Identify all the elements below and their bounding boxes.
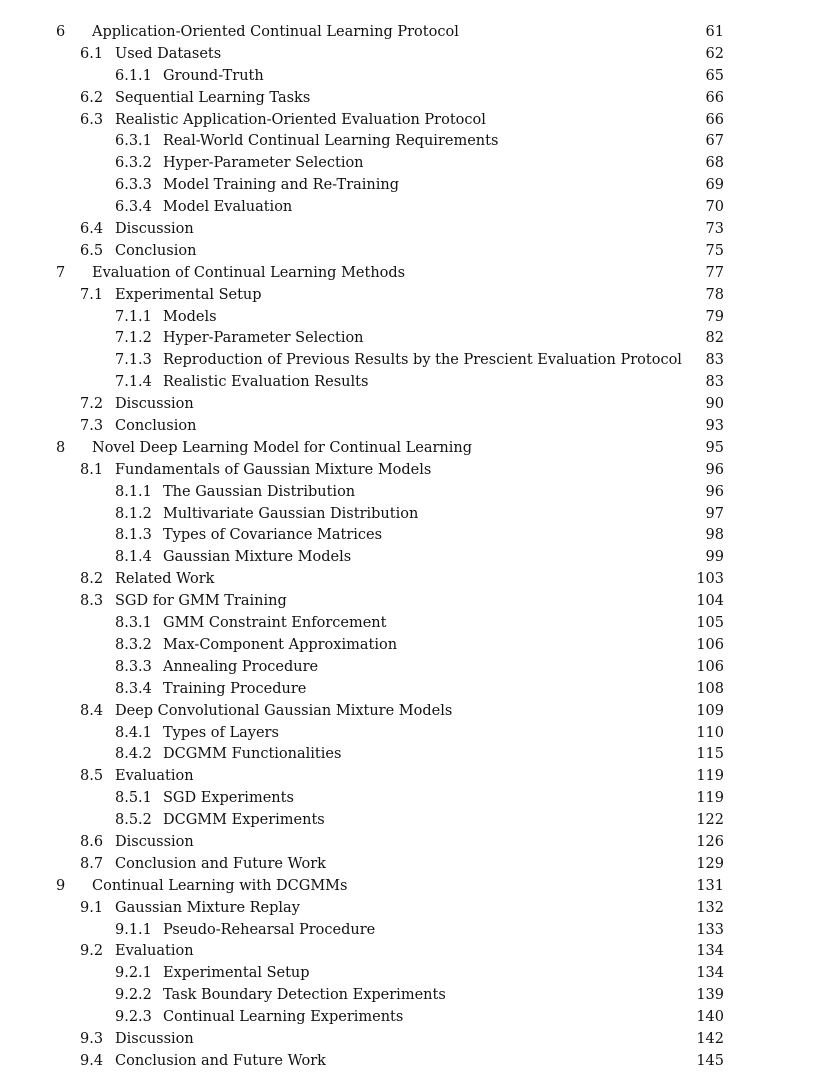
toc-entry-title: Training Procedure <box>163 679 312 701</box>
toc-entry-number: 9.3 <box>80 1029 103 1051</box>
toc-entry-number: 8.2 <box>80 569 103 591</box>
toc-entry-number: 7.1.4 <box>115 372 152 394</box>
toc-entry-title: Conclusion and Future Work <box>115 1051 332 1073</box>
toc-entry-page-number: 68 <box>700 153 724 175</box>
toc-section-entry[interactable] <box>0 766 836 788</box>
toc-subsection-entry[interactable] <box>0 810 836 832</box>
toc-entry-title: Hyper-Parameter Selection <box>163 328 370 350</box>
toc-entry-page-number: 109 <box>690 701 724 723</box>
toc-entry-page-number: 82 <box>700 328 724 350</box>
toc-entry-number: 9 <box>56 876 65 898</box>
toc-entry-page-number: 106 <box>690 635 724 657</box>
toc-entry-number: 8.5.1 <box>115 788 152 810</box>
toc-entry-title: Continual Learning Experiments <box>163 1007 409 1029</box>
toc-entry-number: 8.4.2 <box>115 744 152 766</box>
toc-entry-page-number: 95 <box>700 438 724 460</box>
toc-entry-number: 6.3 <box>80 110 103 132</box>
table-of-contents <box>0 22 836 1073</box>
toc-entry-page-number: 78 <box>700 285 724 307</box>
toc-entry-title: Evaluation <box>115 766 200 788</box>
toc-entry-number: 6.1.1 <box>115 66 152 88</box>
toc-entry-title: Realistic Evaluation Results <box>163 372 374 394</box>
toc-entry-title: Conclusion <box>115 416 202 438</box>
toc-section-entry[interactable] <box>0 241 836 263</box>
toc-entry-number: 9.4 <box>80 1051 103 1073</box>
toc-entry-title: Discussion <box>115 1029 200 1051</box>
toc-entry-title: Discussion <box>115 832 200 854</box>
toc-section-entry[interactable] <box>0 219 836 241</box>
toc-section-entry[interactable] <box>0 832 836 854</box>
toc-entry-title: Pseudo-Rehearsal Procedure <box>163 920 381 942</box>
toc-subsection-entry[interactable] <box>0 525 836 547</box>
toc-entry-page-number: 93 <box>700 416 724 438</box>
toc-entry-number: 6.3.2 <box>115 153 152 175</box>
toc-subsection-entry[interactable] <box>0 985 836 1007</box>
toc-section-entry[interactable] <box>0 569 836 591</box>
toc-entry-number: 6.4 <box>80 219 103 241</box>
toc-subsection-entry[interactable] <box>0 613 836 635</box>
toc-subsection-entry[interactable] <box>0 1007 836 1029</box>
toc-entry-page-number: 129 <box>690 854 724 876</box>
toc-subsection-entry[interactable] <box>0 153 836 175</box>
toc-entry-number: 7.1.1 <box>115 307 152 329</box>
toc-subsection-entry[interactable] <box>0 482 836 504</box>
toc-entry-title: Gaussian Mixture Replay <box>115 898 306 920</box>
toc-chapter-entry[interactable] <box>0 438 836 460</box>
toc-entry-title: Types of Covariance Matrices <box>163 525 388 547</box>
toc-section-entry[interactable] <box>0 1029 836 1051</box>
toc-subsection-entry[interactable] <box>0 175 836 197</box>
toc-entry-number: 8.1.4 <box>115 547 152 569</box>
toc-entry-title: The Gaussian Distribution <box>163 482 361 504</box>
toc-entry-number: 9.2.2 <box>115 985 152 1007</box>
toc-entry-number: 7.1 <box>80 285 103 307</box>
toc-entry-title: Application-Oriented Continual Learning Protocol <box>92 22 465 44</box>
toc-entry-number: 6.2 <box>80 88 103 110</box>
toc-entry-page-number: 126 <box>690 832 724 854</box>
toc-subsection-entry[interactable] <box>0 744 836 766</box>
toc-entry-page-number: 132 <box>690 898 724 920</box>
toc-entry-title: Max-Component Approximation <box>163 635 403 657</box>
toc-entry-title: Used Datasets <box>115 44 227 66</box>
toc-entry-title: Novel Deep Learning Model for Continual Learning <box>92 438 478 460</box>
toc-entry-number: 9.2 <box>80 941 103 963</box>
toc-entry-number: 9.2.3 <box>115 1007 152 1029</box>
toc-entry-page-number: 66 <box>700 110 724 132</box>
toc-section-entry[interactable] <box>0 394 836 416</box>
toc-entry-title: DCGMM Functionalities <box>163 744 347 766</box>
toc-entry-page-number: 110 <box>690 723 724 745</box>
toc-entry-page-number: 73 <box>700 219 724 241</box>
toc-entry-title: Fundamentals of Gaussian Mixture Models <box>115 460 437 482</box>
toc-entry-page-number: 134 <box>690 941 724 963</box>
toc-entry-page-number: 131 <box>690 876 724 898</box>
toc-chapter-entry[interactable] <box>0 876 836 898</box>
toc-entry-page-number: 134 <box>690 963 724 985</box>
toc-entry-page-number: 96 <box>700 482 724 504</box>
toc-entry-page-number: 70 <box>700 197 724 219</box>
toc-subsection-entry[interactable] <box>0 328 836 350</box>
toc-entry-number: 9.1.1 <box>115 920 152 942</box>
toc-entry-page-number: 98 <box>700 525 724 547</box>
toc-entry-title: Models <box>163 307 223 329</box>
toc-section-entry[interactable] <box>0 591 836 613</box>
toc-subsection-entry[interactable] <box>0 547 836 569</box>
toc-entry-page-number: 133 <box>690 920 724 942</box>
toc-entry-page-number: 103 <box>690 569 724 591</box>
toc-subsection-entry[interactable] <box>0 657 836 679</box>
toc-subsection-entry[interactable] <box>0 635 836 657</box>
toc-entry-number: 8.4.1 <box>115 723 152 745</box>
toc-entry-number: 8.3 <box>80 591 103 613</box>
toc-entry-number: 6.3.4 <box>115 197 152 219</box>
toc-subsection-entry[interactable] <box>0 131 836 153</box>
toc-entry-page-number: 69 <box>700 175 724 197</box>
toc-subsection-entry[interactable] <box>0 66 836 88</box>
toc-entry-title: Hyper-Parameter Selection <box>163 153 370 175</box>
toc-entry-title: Discussion <box>115 219 200 241</box>
toc-entry-number: 8.1.1 <box>115 482 152 504</box>
toc-entry-number: 6.3.3 <box>115 175 152 197</box>
toc-section-entry[interactable] <box>0 285 836 307</box>
toc-entry-page-number: 104 <box>690 591 724 613</box>
toc-entry-page-number: 115 <box>690 744 724 766</box>
toc-entry-number: 8.5 <box>80 766 103 788</box>
toc-entry-page-number: 105 <box>690 613 724 635</box>
toc-subsection-entry[interactable] <box>0 788 836 810</box>
toc-entry-title: Sequential Learning Tasks <box>115 88 316 110</box>
toc-entry-title: Multivariate Gaussian Distribution <box>163 504 424 526</box>
toc-entry-page-number: 142 <box>690 1029 724 1051</box>
toc-entry-page-number: 61 <box>700 22 724 44</box>
toc-entry-title: Task Boundary Detection Experiments <box>163 985 452 1007</box>
toc-entry-number: 9.1 <box>80 898 103 920</box>
toc-entry-title: Reproduction of Previous Results by the Prescient Evaluation Protocol <box>163 350 688 372</box>
toc-entry-number: 9.2.1 <box>115 963 152 985</box>
toc-entry-number: 8.7 <box>80 854 103 876</box>
toc-entry-number: 6.3.1 <box>115 131 152 153</box>
toc-subsection-entry[interactable] <box>0 504 836 526</box>
toc-entry-number: 6.5 <box>80 241 103 263</box>
toc-entry-title: Model Training and Re-Training <box>163 175 405 197</box>
toc-section-entry[interactable] <box>0 110 836 132</box>
toc-entry-page-number: 62 <box>700 44 724 66</box>
toc-entry-title: Types of Layers <box>163 723 285 745</box>
toc-entry-page-number: 119 <box>690 766 724 788</box>
toc-entry-title: Discussion <box>115 394 200 416</box>
toc-entry-number: 8.4 <box>80 701 103 723</box>
toc-entry-page-number: 66 <box>700 88 724 110</box>
toc-entry-page-number: 106 <box>690 657 724 679</box>
toc-entry-number: 6.1 <box>80 44 103 66</box>
toc-entry-number: 8.1.2 <box>115 504 152 526</box>
toc-entry-number: 8.1.3 <box>115 525 152 547</box>
toc-entry-title: Continual Learning with DCGMMs <box>92 876 353 898</box>
toc-entry-title: Real-World Continual Learning Requirements <box>163 131 504 153</box>
toc-entry-number: 7.2 <box>80 394 103 416</box>
toc-entry-page-number: 75 <box>700 241 724 263</box>
toc-section-entry[interactable] <box>0 1051 836 1073</box>
toc-section-entry[interactable] <box>0 898 836 920</box>
toc-section-entry[interactable] <box>0 941 836 963</box>
toc-entry-number: 7 <box>56 263 65 285</box>
toc-subsection-entry[interactable] <box>0 723 836 745</box>
toc-entry-number: 7.3 <box>80 416 103 438</box>
toc-chapter-entry[interactable] <box>0 263 836 285</box>
toc-entry-title: Conclusion and Future Work <box>115 854 332 876</box>
toc-entry-title: GMM Constraint Enforcement <box>163 613 392 635</box>
toc-entry-title: Ground-Truth <box>163 66 270 88</box>
toc-section-entry[interactable] <box>0 44 836 66</box>
toc-subsection-entry[interactable] <box>0 197 836 219</box>
toc-entry-page-number: 145 <box>690 1051 724 1073</box>
toc-section-entry[interactable] <box>0 854 836 876</box>
toc-entry-number: 8.3.3 <box>115 657 152 679</box>
toc-entry-page-number: 99 <box>700 547 724 569</box>
toc-section-entry[interactable] <box>0 460 836 482</box>
toc-subsection-entry[interactable] <box>0 350 836 372</box>
toc-entry-title: DCGMM Experiments <box>163 810 331 832</box>
toc-entry-number: 7.1.3 <box>115 350 152 372</box>
toc-entry-number: 8.3.4 <box>115 679 152 701</box>
toc-entry-number: 8.6 <box>80 832 103 854</box>
toc-entry-title: Experimental Setup <box>163 963 316 985</box>
toc-entry-page-number: 97 <box>700 504 724 526</box>
toc-entry-title: Realistic Application-Oriented Evaluation Protocol <box>115 110 492 132</box>
toc-entry-page-number: 83 <box>700 372 724 394</box>
toc-entry-page-number: 77 <box>700 263 724 285</box>
toc-entry-page-number: 122 <box>690 810 724 832</box>
toc-entry-page-number: 67 <box>700 131 724 153</box>
toc-section-entry[interactable] <box>0 88 836 110</box>
toc-entry-page-number: 139 <box>690 985 724 1007</box>
toc-subsection-entry[interactable] <box>0 307 836 329</box>
toc-subsection-entry[interactable] <box>0 679 836 701</box>
toc-entry-page-number: 119 <box>690 788 724 810</box>
toc-entry-page-number: 65 <box>700 66 724 88</box>
toc-entry-title: Evaluation of Continual Learning Methods <box>92 263 411 285</box>
toc-entry-number: 8.3.2 <box>115 635 152 657</box>
toc-entry-number: 8 <box>56 438 65 460</box>
toc-entry-number: 7.1.2 <box>115 328 152 350</box>
toc-entry-page-number: 108 <box>690 679 724 701</box>
toc-entry-page-number: 96 <box>700 460 724 482</box>
toc-subsection-entry[interactable] <box>0 920 836 942</box>
toc-entry-page-number: 90 <box>700 394 724 416</box>
toc-entry-title: Evaluation <box>115 941 200 963</box>
toc-entry-title: Gaussian Mixture Models <box>163 547 357 569</box>
toc-entry-title: Experimental Setup <box>115 285 268 307</box>
toc-entry-page-number: 79 <box>700 307 724 329</box>
toc-entry-title: SGD for GMM Training <box>115 591 293 613</box>
toc-entry-title: SGD Experiments <box>163 788 300 810</box>
toc-entry-title: Model Evaluation <box>163 197 298 219</box>
toc-entry-number: 8.3.1 <box>115 613 152 635</box>
toc-subsection-entry[interactable] <box>0 963 836 985</box>
toc-section-entry[interactable] <box>0 701 836 723</box>
toc-chapter-entry[interactable] <box>0 22 836 44</box>
toc-entry-number: 6 <box>56 22 65 44</box>
toc-entry-title: Related Work <box>115 569 220 591</box>
toc-section-entry[interactable] <box>0 416 836 438</box>
toc-entry-number: 8.5.2 <box>115 810 152 832</box>
toc-entry-title: Annealing Procedure <box>163 657 324 679</box>
toc-entry-page-number: 140 <box>690 1007 724 1029</box>
toc-entry-page-number: 83 <box>700 350 724 372</box>
toc-entry-title: Conclusion <box>115 241 202 263</box>
toc-entry-title: Deep Convolutional Gaussian Mixture Models <box>115 701 458 723</box>
toc-entry-number: 8.1 <box>80 460 103 482</box>
toc-subsection-entry[interactable] <box>0 372 836 394</box>
